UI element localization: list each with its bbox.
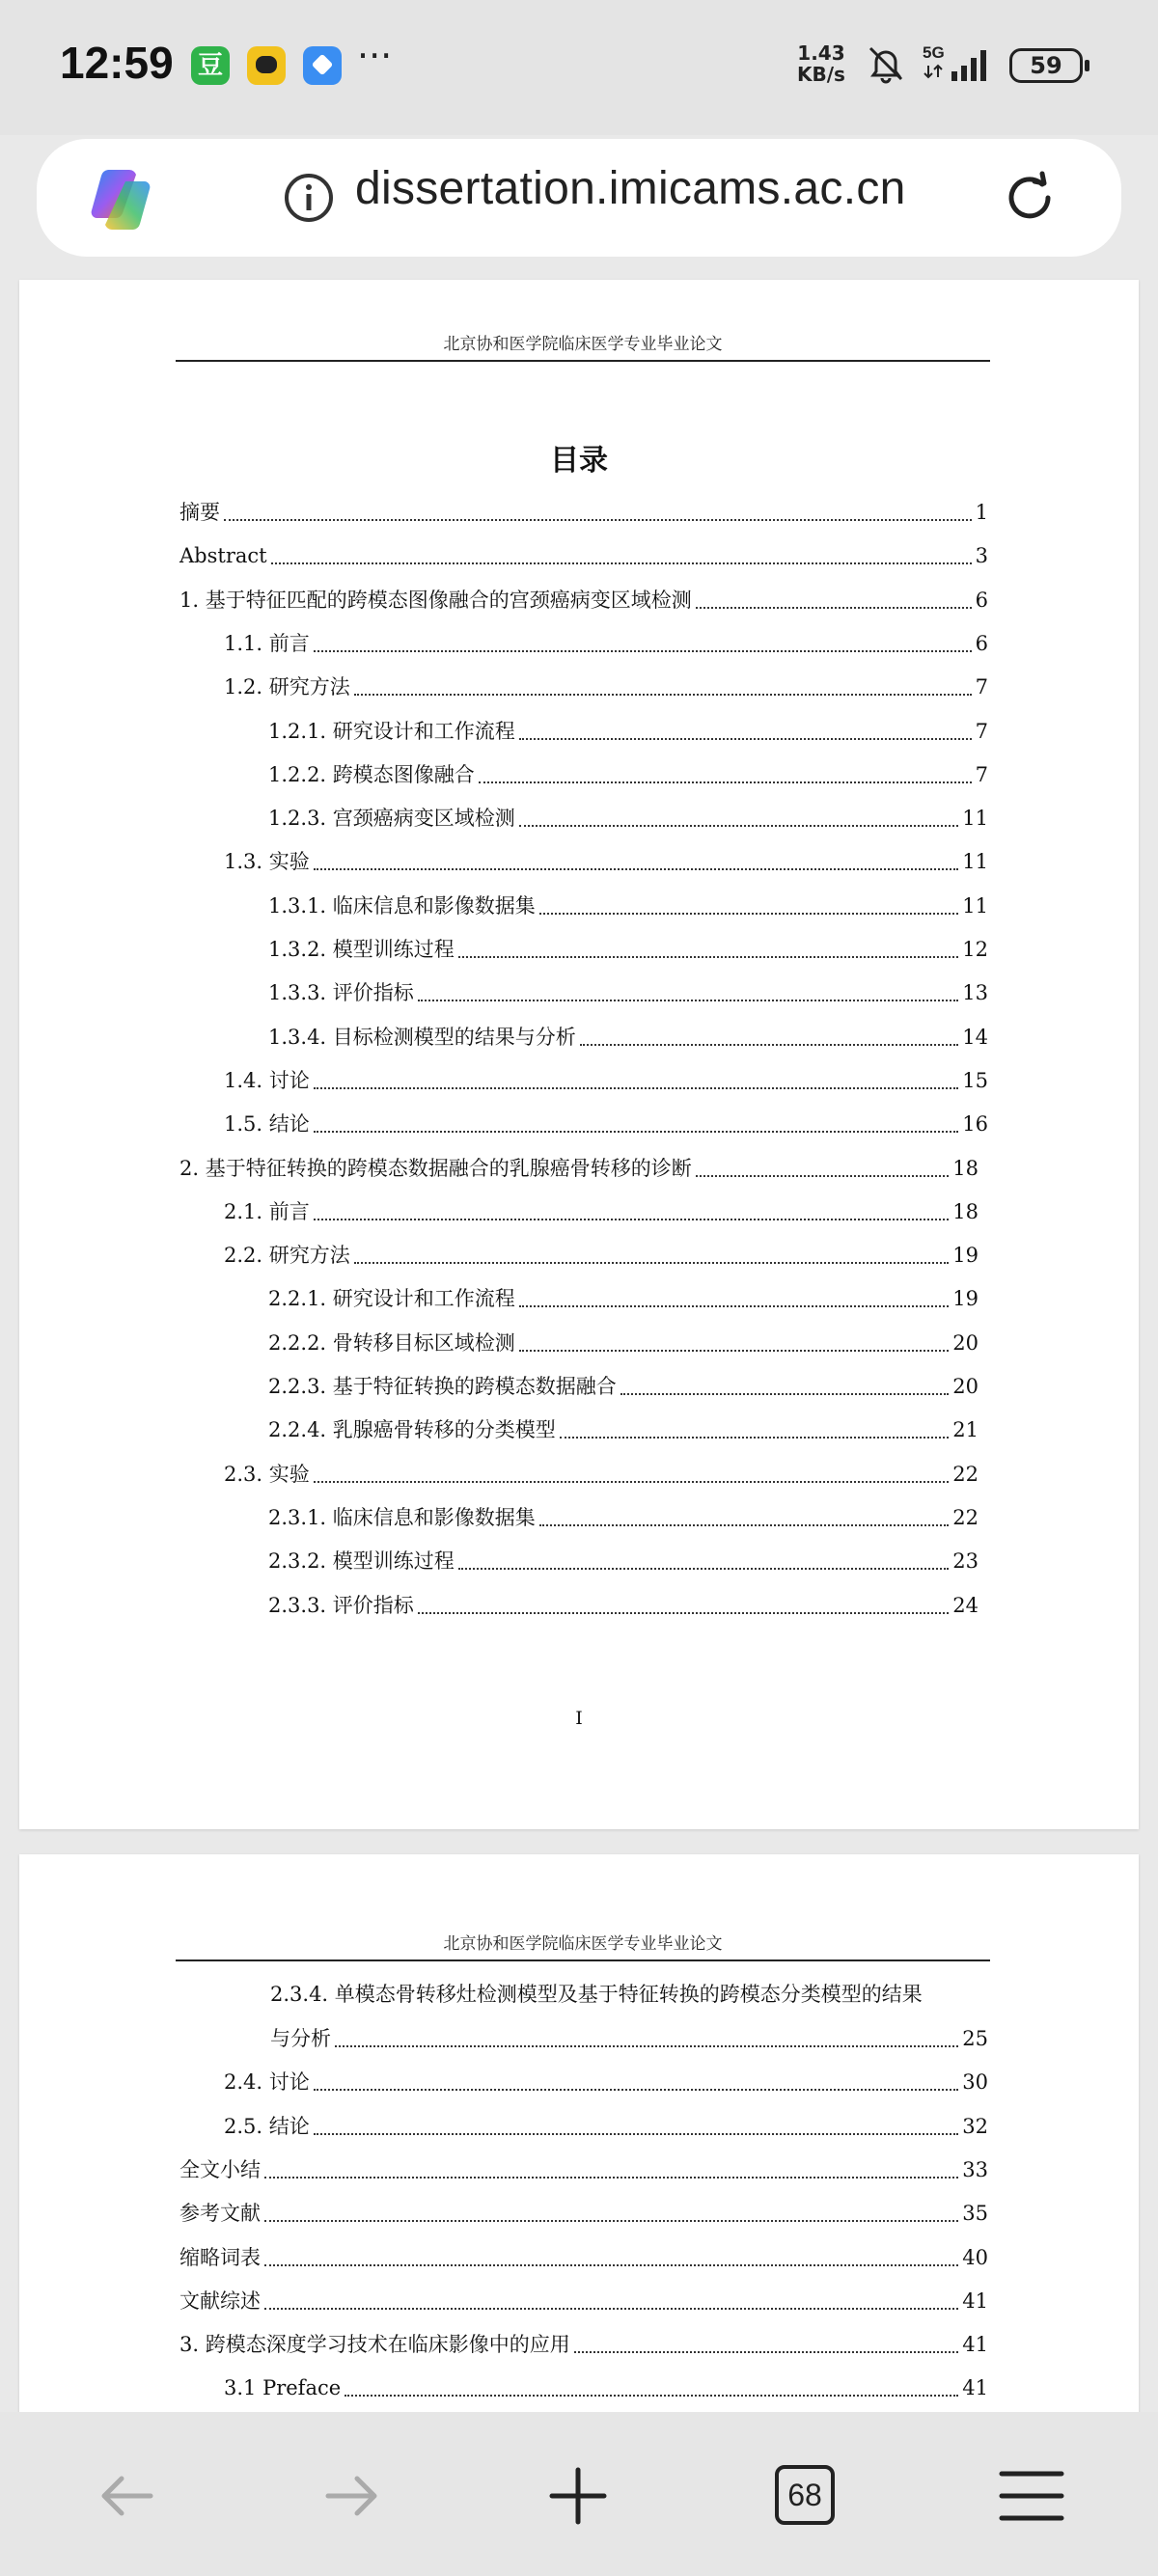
- toc-entry-page: 7: [975, 762, 988, 786]
- toc-leader-dots: [539, 891, 958, 915]
- toc-entry-label: 摘要: [179, 501, 220, 524]
- toc-entry-label: 1.2.3. 宫颈癌病变区域检测: [268, 807, 515, 831]
- more-notifications-icon: ···: [357, 35, 393, 77]
- toc-leader-dots: [314, 1110, 959, 1133]
- copilot-icon[interactable]: [87, 164, 154, 232]
- toc-entry[interactable]: [224, 1066, 988, 1095]
- toc-leader-dots: [620, 1372, 949, 1395]
- toc-leader-dots: [519, 1329, 949, 1352]
- toc-entry-page: 30: [962, 2070, 988, 2095]
- toc-entry-label: 1.3.2. 模型训练过程: [268, 938, 455, 961]
- toc-entry-label: 3. 跨模态深度学习技术在临床影像中的应用: [179, 2333, 570, 2357]
- toc-entry-page: 7: [975, 675, 988, 699]
- toc-leader-dots: [696, 1154, 950, 1177]
- toc-entry[interactable]: [179, 2287, 988, 2316]
- toc-entry-page: 23: [952, 1549, 979, 1574]
- toc-entry-label: 1.2.2. 跨模态图像融合: [268, 762, 475, 786]
- toc-entry-page: 11: [962, 850, 988, 874]
- toc-entry-label: 与分析: [270, 2027, 331, 2050]
- toc-entry-page: 41: [962, 2376, 988, 2400]
- tabs-button[interactable]: 68: [775, 2465, 835, 2525]
- toc-entry-page: 20: [952, 1330, 979, 1355]
- toc-leader-dots: [264, 2155, 958, 2179]
- toc-entry[interactable]: [268, 760, 988, 789]
- toc-leader-dots: [458, 1547, 949, 1570]
- pdf-page-1: [19, 280, 1139, 1829]
- toc-entry[interactable]: [179, 2199, 988, 2228]
- address-bar[interactable]: [37, 139, 1121, 257]
- toc-entry[interactable]: [179, 498, 988, 527]
- status-time: 12:59: [60, 38, 174, 88]
- signal-5g-icon: [923, 42, 992, 85]
- toc-leader-dots: [314, 1460, 950, 1483]
- toc-entry[interactable]: [179, 1154, 979, 1183]
- toc-entry-page: 16: [962, 1112, 988, 1137]
- toc-entry-label: 2.2.3. 基于特征转换的跨模态数据融合: [268, 1375, 617, 1398]
- toc-leader-dots: [314, 629, 972, 652]
- toc-entry[interactable]: [179, 541, 988, 570]
- running-head: 北京协和医学院临床医学专业毕业论文: [176, 330, 990, 362]
- toc-leader-dots: [264, 2243, 958, 2266]
- toc-entry-page: 18: [952, 1156, 979, 1180]
- toc-entry[interactable]: [268, 1372, 979, 1401]
- toc-entry-label: 1.1. 前言: [224, 631, 310, 655]
- toc-entry[interactable]: [224, 2068, 988, 2096]
- toc-entry[interactable]: [179, 2243, 988, 2272]
- toc-entry[interactable]: [268, 1023, 988, 1052]
- toc-entry-page: 15: [962, 1068, 988, 1092]
- toc-leader-dots: [479, 760, 972, 783]
- toc-entry[interactable]: [224, 672, 988, 701]
- toc-entry[interactable]: [268, 1591, 979, 1620]
- toc-leader-dots: [314, 847, 959, 870]
- toc-leader-dots: [519, 717, 972, 740]
- toc-entry-label: 2.3.2. 模型训练过程: [268, 1549, 455, 1574]
- toc-entry-label: 1. 基于特征匹配的跨模态图像融合的宫颈癌病变区域检测: [179, 588, 692, 612]
- running-head: 北京协和医学院临床医学专业毕业论文: [176, 1930, 990, 1961]
- toc-leader-dots: [696, 586, 972, 609]
- toc-entry-label: Abstract: [179, 544, 267, 568]
- toc-leader-dots: [271, 541, 972, 564]
- toc-entry-label: 2.2.2. 骨转移目标区域检测: [268, 1330, 515, 1355]
- toc-entry-page: 3: [975, 544, 988, 568]
- toc-entry[interactable]: [268, 1547, 979, 1576]
- toc-entry-label: 1.2.1. 研究设计和工作流程: [268, 719, 515, 743]
- toc-entry[interactable]: [224, 2112, 988, 2141]
- toc-entry-label: 2.1. 前言: [224, 1199, 310, 1223]
- menu-icon[interactable]: [998, 2462, 1065, 2530]
- toc-entry-label: 1.3.4. 目标检测模型的结果与分析: [268, 1025, 576, 1049]
- toc-entry-label: 2.2. 研究方法: [224, 1244, 350, 1268]
- toc-entry-page: 11: [962, 893, 988, 918]
- toc-leader-dots: [519, 804, 958, 827]
- toc-entry-page: 11: [962, 807, 988, 831]
- lane-icon: [247, 46, 286, 85]
- toc-entry-page: 7: [975, 719, 988, 743]
- toc-leader-dots: [539, 1503, 949, 1526]
- toc-entry-label: 2.2.4. 乳腺癌骨转移的分类模型: [268, 1418, 556, 1442]
- toc-entry-label: 2.3.4. 单模态骨转移灶检测模型及基于特征转换的跨模态分类模型的结果: [270, 1983, 923, 2006]
- toc-entry-label: 1.5. 结论: [224, 1112, 310, 1137]
- toc-leader-dots: [574, 2330, 959, 2353]
- toc-leader-dots: [224, 498, 972, 521]
- toc-entry[interactable]: [268, 804, 988, 833]
- toc-entry-label: 全文小结: [179, 2157, 261, 2181]
- toc-entry-label: 缩略词表: [179, 2245, 261, 2269]
- toc-entry-page: 14: [962, 1025, 988, 1049]
- toc-entry-page: 33: [962, 2157, 988, 2181]
- toc-entry[interactable]: [268, 891, 988, 920]
- toc-entry-page: 25: [962, 2027, 988, 2050]
- toc-entry[interactable]: [224, 1110, 988, 1138]
- toc-entry-label: 1.3.3. 评价指标: [268, 981, 414, 1005]
- forward-arrow-icon[interactable]: [318, 2462, 386, 2530]
- bell-off-icon: [865, 42, 907, 85]
- toc-entry-label: 文献综述: [179, 2288, 261, 2313]
- toc-leader-dots: [580, 1023, 958, 1046]
- toc-entry[interactable]: [224, 847, 988, 876]
- toc-entry[interactable]: [268, 1329, 979, 1357]
- network-speed: [797, 42, 845, 85]
- toc-entry-label: 参考文献: [179, 2202, 261, 2226]
- toc-leader-dots: [314, 1197, 950, 1220]
- toc-entry-page: 19: [952, 1244, 979, 1268]
- toc-leader-dots: [354, 1241, 950, 1264]
- toc-leader-dots: [335, 2024, 958, 2047]
- toc-entry-label: 2.5. 结论: [224, 2114, 310, 2138]
- toc-entry-page: 22: [952, 1505, 979, 1529]
- toc-entry-page: 24: [952, 1593, 979, 1617]
- toc-entry-label: 2.3.3. 评价指标: [268, 1593, 414, 1617]
- toc-leader-dots: [264, 2287, 958, 2310]
- toc-leader-dots: [354, 672, 972, 696]
- toc-entry-page: 12: [962, 938, 988, 961]
- toc-entry-page: 6: [975, 588, 988, 612]
- toc-entry-page: 35: [962, 2202, 988, 2226]
- toc-entry-label: 2.3. 实验: [224, 1462, 310, 1486]
- toc-entry[interactable]: [224, 2373, 988, 2402]
- toc-entry-label: 1.2. 研究方法: [224, 675, 350, 699]
- toc-entry-page: 6: [975, 631, 988, 655]
- toc-entry[interactable]: [268, 1415, 979, 1444]
- network-speed-unit: KB/s: [797, 63, 845, 86]
- blue-app-icon: [303, 46, 342, 85]
- reload-icon[interactable]: [1000, 168, 1060, 228]
- toc-entry-label: 1.4. 讨论: [224, 1068, 310, 1092]
- url-text[interactable]: dissertation.imicams.ac.cn: [355, 163, 906, 214]
- toc-entry[interactable]: [268, 717, 988, 746]
- battery-indicator: 59: [1009, 48, 1083, 83]
- toc-entry-page: 13: [962, 981, 988, 1005]
- toc-entry-label: 2.2.1. 研究设计和工作流程: [268, 1287, 515, 1311]
- douban-icon: 豆: [191, 46, 230, 85]
- toc-leader-dots: [314, 2112, 959, 2135]
- toc-title: 目录: [550, 444, 608, 478]
- pdf-page-2: [19, 1854, 1139, 2433]
- network-type: 5G: [923, 43, 945, 62]
- toc-entry-page: 19: [952, 1287, 979, 1311]
- new-tab-plus-icon[interactable]: [544, 2462, 612, 2530]
- toc-leader-dots: [560, 1415, 949, 1439]
- toc-entry[interactable]: [224, 629, 988, 658]
- toc-entry-label: 2.3.1. 临床信息和影像数据集: [268, 1505, 536, 1529]
- toc-leader-dots: [519, 1284, 949, 1307]
- toc-entry-page: 22: [952, 1462, 979, 1486]
- toc-leader-dots: [314, 2068, 959, 2091]
- site-info-icon[interactable]: [284, 173, 334, 223]
- toc-entry[interactable]: [179, 2330, 988, 2359]
- toc-entry[interactable]: [270, 2024, 988, 2053]
- toc-entry-label: 2.4. 讨论: [224, 2070, 310, 2095]
- toc-entry[interactable]: [224, 1241, 979, 1270]
- back-arrow-icon[interactable]: [93, 2462, 160, 2530]
- toc-entry[interactable]: [179, 586, 988, 615]
- toc-entry[interactable]: [224, 1460, 979, 1489]
- status-bar: [0, 0, 1158, 135]
- toc-entry-page: 41: [962, 2333, 988, 2357]
- toc-leader-dots: [264, 2199, 958, 2222]
- toc-leader-dots: [345, 2373, 958, 2397]
- toc-entry-label: 1.3. 实验: [224, 850, 310, 874]
- toc-entry-label: 2. 基于特征转换的跨模态数据融合的乳腺癌骨转移的诊断: [179, 1156, 692, 1180]
- toc-entry[interactable]: [224, 1197, 979, 1226]
- toc-entry-page: 20: [952, 1375, 979, 1398]
- toc-leader-dots: [458, 935, 958, 958]
- toc-leader-dots: [418, 978, 958, 1001]
- toc-entry[interactable]: [268, 1503, 979, 1532]
- toc-leader-dots: [418, 1591, 949, 1614]
- toc-entry[interactable]: [179, 2155, 988, 2184]
- toc-entry-multiline-first-line[interactable]: [270, 1980, 923, 2009]
- toc-entry-page: 40: [962, 2245, 988, 2269]
- toc-entry-page: 41: [962, 2288, 988, 2313]
- toc-entry[interactable]: [268, 1284, 979, 1313]
- page-number: I: [575, 1708, 583, 1729]
- network-speed-value: 1.43: [797, 41, 845, 65]
- toc-entry[interactable]: [268, 935, 988, 964]
- toc-entry-page: 1: [975, 501, 988, 524]
- toc-entry[interactable]: [268, 978, 988, 1007]
- toc-entry-page: 18: [952, 1199, 979, 1223]
- toc-entry-label: 3.1 Preface: [224, 2376, 342, 2400]
- toc-entry-page: 32: [962, 2114, 988, 2138]
- toc-entry-page: 21: [952, 1418, 979, 1442]
- bottom-navigation: [0, 2412, 1158, 2576]
- toc-leader-dots: [314, 1066, 959, 1089]
- toc-entry-label: 1.3.1. 临床信息和影像数据集: [268, 893, 536, 918]
